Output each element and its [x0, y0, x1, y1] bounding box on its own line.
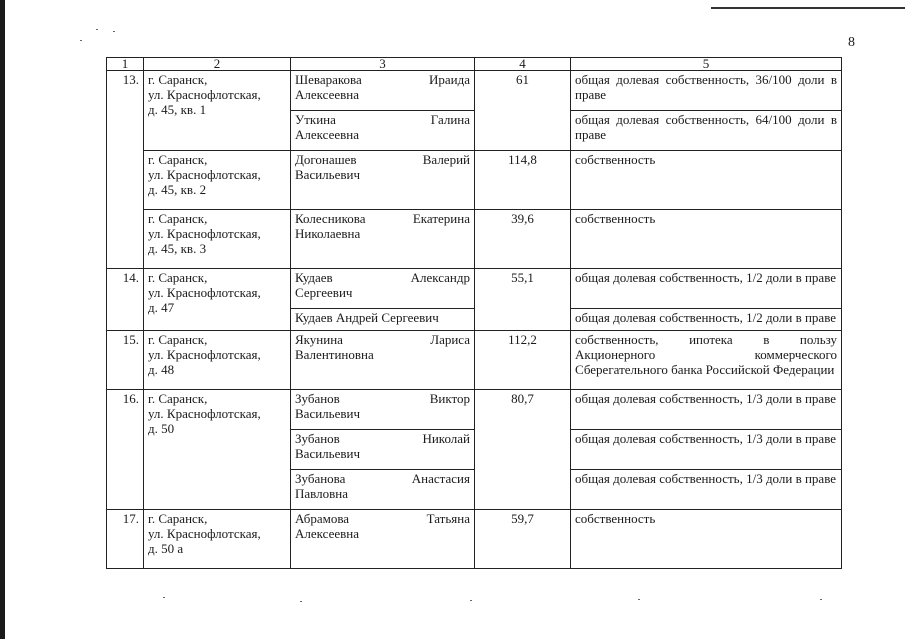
address-line: г. Саранск,	[148, 270, 208, 286]
header-cell-3: 3	[291, 58, 475, 71]
header-cell-4: 4	[475, 58, 571, 71]
scan-edge-bar	[0, 0, 5, 639]
owner-name-part: Кудаев	[295, 270, 333, 286]
scan-speck	[638, 599, 640, 600]
header-cell-5: 5	[571, 58, 842, 71]
address-line: ул. Краснофлотская,	[148, 285, 261, 301]
ownership-right-cell: общая долевая собственность, 1/2 доли в праве	[571, 309, 842, 330]
owner-name-part: Кудаев Андрей Сергеевич	[295, 310, 439, 326]
address-line: г. Саранск,	[148, 390, 208, 406]
address-line: д. 45, кв. 3	[148, 241, 207, 257]
header-cell-2: 2	[144, 58, 291, 71]
owner-name-cell	[291, 151, 475, 210]
owner-name-cell	[291, 330, 475, 389]
owner-name-cell	[291, 309, 475, 330]
ownership-right-cell: общая долевая собственность, 1/3 доли в праве	[571, 469, 842, 509]
area-cell: 55,1	[475, 269, 571, 330]
table-row	[107, 71, 842, 111]
row-number: 14.	[107, 269, 144, 330]
owner-patronymic: Сергеевич	[295, 285, 353, 301]
ownership-right-cell: общая долевая собственность, 64/100 доли в праве	[571, 111, 842, 151]
owner-patronymic: Васильевич	[295, 405, 360, 421]
address-line: д. 47	[148, 300, 175, 316]
table-row	[107, 151, 842, 210]
owner-name-part: Догонашев	[295, 152, 357, 168]
owner-name-cell	[291, 469, 475, 509]
owner-name-cell	[291, 389, 475, 429]
owner-name-part: Галина	[430, 112, 470, 128]
address-cell	[144, 210, 291, 269]
address-line: ул. Краснофлотская,	[148, 346, 261, 362]
page-number: 8	[848, 35, 855, 50]
owner-name-part: Колесникова	[295, 211, 366, 227]
area-cell: 80,7	[475, 389, 571, 509]
owner-name-cell	[291, 71, 475, 111]
row-number: 15.	[107, 330, 144, 389]
owner-name-part: Татьяна	[426, 511, 470, 527]
property-table	[106, 57, 842, 569]
owner-name-part: Виктор	[429, 390, 470, 406]
owner-name-part: Анастасия	[411, 470, 470, 486]
address-line: ул. Краснофлотская,	[148, 87, 261, 102]
ownership-right-cell: собственность, ипотека в пользу Акционерного коммерческого Сберегательного банка Российской Федерации	[571, 330, 842, 389]
address-cell	[144, 330, 291, 389]
owner-patronymic: Алексеевна	[295, 127, 359, 143]
owner-patronymic: Васильевич	[295, 167, 360, 183]
table-row	[107, 330, 842, 389]
ownership-right-cell: общая долевая собственность, 1/3 доли в праве	[571, 389, 842, 429]
address-line: ул. Краснофлотская,	[148, 526, 261, 542]
owner-name-cell	[291, 510, 475, 569]
ownership-right-cell: собственность	[571, 210, 842, 269]
header-cell-1: 1	[107, 58, 144, 71]
owner-name-part: Ираида	[429, 72, 470, 87]
ownership-right-cell: общая долевая собственность, 1/2 доли в праве	[571, 269, 842, 309]
owner-name-part: Александр	[410, 270, 470, 286]
scan-speck	[163, 597, 165, 598]
scan-speck	[300, 601, 302, 602]
owner-name-line	[295, 391, 470, 406]
owner-patronymic: Павловна	[295, 485, 348, 501]
owner-patronymic: Алексеевна	[295, 87, 359, 102]
ownership-right-cell: собственность	[571, 151, 842, 210]
ownership-right-cell: общая долевая собственность, 36/100 доли в праве	[571, 71, 842, 111]
owner-name-line	[295, 332, 470, 347]
owner-name-cell	[291, 269, 475, 309]
address-cell	[144, 389, 291, 509]
ownership-right-cell: общая долевая собственность, 1/3 доли в праве	[571, 429, 842, 469]
address-cell	[144, 510, 291, 569]
table-row	[107, 389, 842, 429]
scan-speck	[820, 599, 822, 600]
owner-name-part: Лариса	[430, 331, 470, 347]
owner-name-line	[295, 310, 470, 325]
owner-name-line	[295, 152, 470, 167]
area-cell: 61	[475, 71, 571, 151]
owner-name-cell	[291, 429, 475, 469]
address-line: д. 50 а	[148, 541, 184, 557]
owner-name-part: Шеваракова	[295, 72, 362, 87]
owner-name-line	[295, 112, 470, 127]
table-row	[107, 510, 842, 569]
owner-name-cell	[291, 210, 475, 269]
owner-name-cell	[291, 111, 475, 151]
owner-name-part: Уткина	[295, 112, 336, 128]
address-line: г. Саранск,	[148, 72, 208, 87]
owner-patronymic: Алексеевна	[295, 526, 359, 542]
top-rule	[711, 7, 905, 9]
address-line: ул. Краснофлотская,	[148, 405, 261, 421]
area-cell: 59,7	[475, 510, 571, 569]
table-body	[107, 58, 842, 569]
owner-patronymic: Валентиновна	[295, 346, 374, 362]
owner-name-line	[295, 72, 470, 87]
owner-name-line	[295, 471, 470, 486]
row-number: 17.	[107, 510, 144, 569]
address-cell	[144, 71, 291, 151]
address-cell	[144, 151, 291, 210]
address-line: ул. Краснофлотская,	[148, 226, 261, 242]
owner-name-part: Валерий	[422, 152, 470, 168]
address-line: г. Саранск,	[148, 331, 208, 347]
area-cell: 112,2	[475, 330, 571, 389]
address-cell	[144, 269, 291, 330]
row-number: 16.	[107, 389, 144, 509]
table-row	[107, 210, 842, 269]
owner-name-line	[295, 511, 470, 526]
address-line: г. Саранск,	[148, 511, 208, 527]
address-line: д. 45, кв. 1	[148, 102, 207, 117]
address-line: д. 50	[148, 420, 175, 436]
owner-name-line	[295, 431, 470, 446]
table-row	[107, 269, 842, 309]
scan-speck	[113, 31, 115, 32]
area-cell: 114,8	[475, 151, 571, 210]
owner-name-part: Якунина	[295, 331, 343, 347]
address-line: д. 45, кв. 2	[148, 182, 207, 198]
header-row	[107, 58, 842, 71]
owner-name-part: Екатерина	[412, 211, 470, 227]
owner-name-line	[295, 270, 470, 285]
owner-name-part: Николай	[422, 430, 470, 446]
owner-patronymic: Васильевич	[295, 445, 360, 461]
owner-name-part: Зубанова	[295, 470, 346, 486]
area-cell: 39,6	[475, 210, 571, 269]
scan-speck	[470, 600, 472, 601]
owner-patronymic: Николаевна	[295, 226, 361, 242]
ownership-right-cell: собственность	[571, 510, 842, 569]
address-line: ул. Краснофлотская,	[148, 167, 261, 183]
owner-name-part: Зубанов	[295, 390, 340, 406]
address-line: г. Саранск,	[148, 211, 208, 227]
owner-name-part: Абрамова	[295, 511, 350, 527]
owner-name-part: Зубанов	[295, 430, 340, 446]
owner-name-line	[295, 211, 470, 226]
address-line: г. Саранск,	[148, 152, 208, 168]
scan-speck	[96, 29, 98, 30]
scan-speck	[80, 40, 82, 41]
row-number: 13.	[107, 71, 144, 269]
address-line: д. 48	[148, 361, 175, 377]
